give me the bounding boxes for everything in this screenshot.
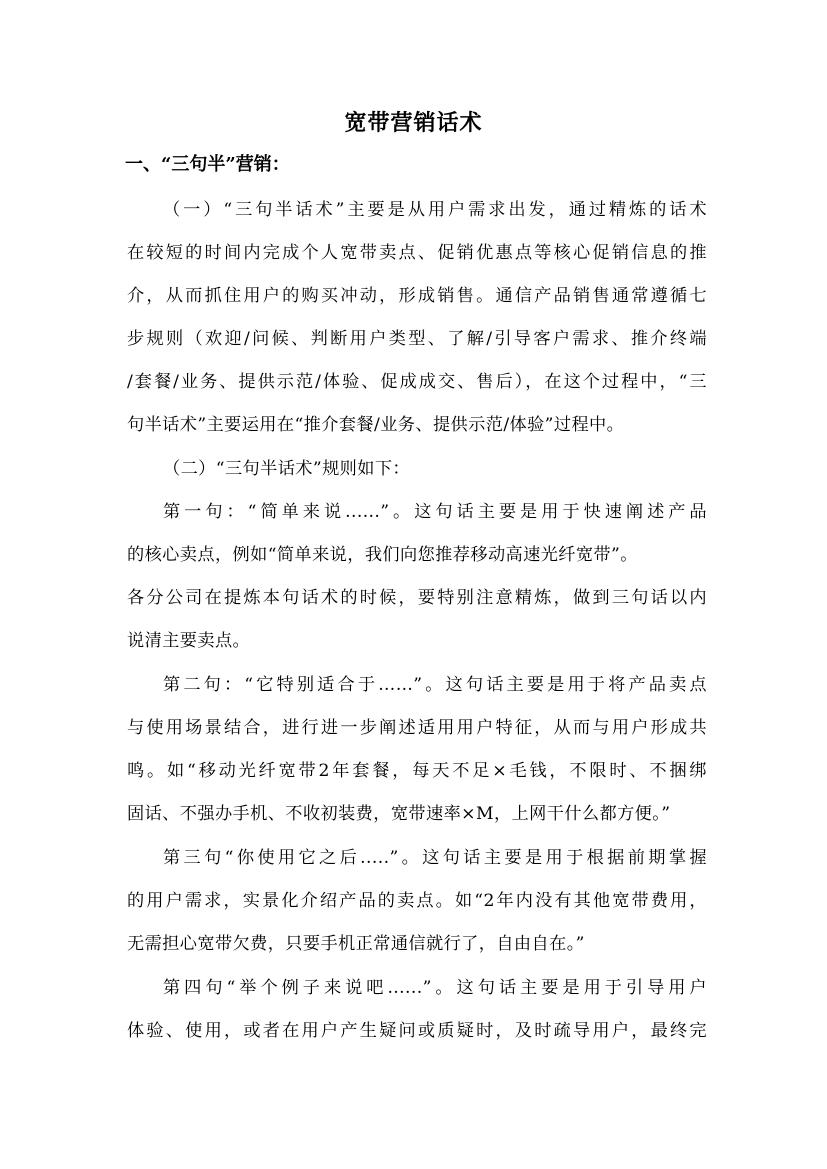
paragraph-line: 与使用场景结合，进行进一步阐述适用用户特征，从而与用户形成共 xyxy=(127,718,707,738)
paragraph-line: 步规则（欢迎/问候、判断用户类型、了解/引导客户需求、推介终端 xyxy=(127,329,707,349)
paragraph-line: 的用户需求，实景化介绍产品的卖点。如“2年内没有其他宽带费用， xyxy=(127,891,707,911)
paragraph-line: 第三句“你使用它之后.....”。这句话主要是用于根据前期掌握 xyxy=(163,848,707,868)
paragraph-line: 说清主要卖点。 xyxy=(127,631,251,651)
paragraph-line: 鸣。如“移动光纤宽带2年套餐，每天不足×毛钱，不限时、不捆绑 xyxy=(127,761,707,781)
paragraph-line: 第一句：“简单来说......”。这句话主要是用于快速阐述产品 xyxy=(163,502,707,522)
paragraph-line: 第四句“举个例子来说吧......”。这句话主要是用于引导用户 xyxy=(163,978,707,998)
section-heading: 一、“三句半”营销： xyxy=(125,154,290,175)
paragraph-line: （一）“三句半话术”主要是从用户需求出发，通过精炼的话术 xyxy=(163,200,707,220)
paragraph-line: /套餐/业务、提供示范/体验、促成成交、售后），在这个过程中，“三 xyxy=(127,372,707,392)
paragraph-line: 各分公司在提炼本句话术的时候，要特别注意精炼，做到三句话以内 xyxy=(127,588,707,608)
paragraph-line: （二）“三句半话术”规则如下： xyxy=(163,459,411,479)
paragraph-line: 句半话术”主要运用在“推介套餐/业务、提供示范/体验”过程中。 xyxy=(127,415,625,435)
paragraph-line: 无需担心宽带欠费，只要手机正常通信就行了，自由自在。” xyxy=(127,934,585,954)
paragraph-line: 的核心卖点，例如“简单来说，我们向您推荐移动高速光纤宽带”。 xyxy=(127,545,638,565)
paragraph-line: 固话、不强办手机、不收初装费，宽带速率×M，上网干什么都方便。” xyxy=(127,804,671,824)
paragraph-line: 体验、使用，或者在用户产生疑问或质疑时，及时疏导用户，最终完 xyxy=(127,1021,707,1041)
paragraph-line: 介，从而抓住用户的购买冲动，形成销售。通信产品销售通常遵循七 xyxy=(127,286,707,306)
document-title: 宽带营销话术 xyxy=(344,110,483,136)
paragraph-line: 第二句：“它特别适合于……”。这句话主要是用于将产品卖点 xyxy=(163,675,707,695)
paragraph-line: 在较短的时间内完成个人宽带卖点、促销优惠点等核心促销信息的推 xyxy=(127,243,707,263)
